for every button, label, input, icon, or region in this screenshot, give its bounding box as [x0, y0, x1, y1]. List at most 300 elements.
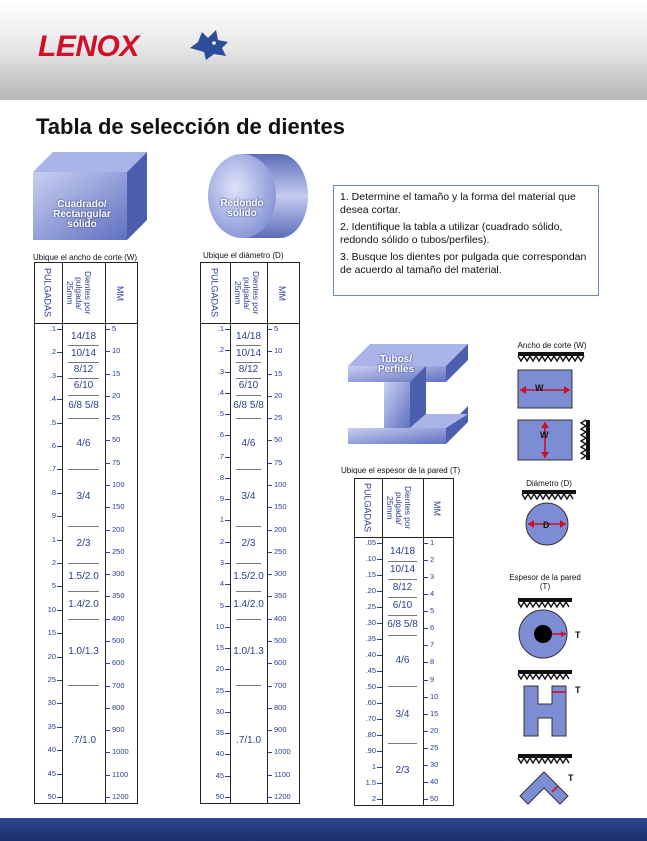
tube-inch-label: .35	[365, 634, 376, 643]
square-mm-tick	[105, 686, 110, 687]
round-tpi-label: .7/1.0	[235, 734, 262, 746]
square-label-line2: Rectangular	[53, 209, 111, 220]
square-inch-label: .3	[49, 370, 56, 380]
tube-inch-tick	[377, 687, 382, 688]
tube-label-line1: Tubos/	[379, 354, 413, 365]
tube-inch-label: .20	[365, 586, 376, 595]
round-inch-tick	[225, 457, 230, 458]
round-inch-tick	[225, 776, 230, 777]
tube-label-line2: Perfiles	[377, 364, 415, 375]
legend-diameter-caption: Diámetro (D)	[526, 479, 572, 488]
square-inch-tick	[57, 727, 62, 728]
t-mark-angle: T	[568, 773, 574, 783]
t-mark-channel: T	[575, 685, 581, 695]
tube-tpi-divider	[388, 579, 417, 580]
legend-wall-caption: Espesor de la pared (T)	[509, 573, 581, 591]
square-mm-tick	[105, 596, 110, 597]
round-label-line1: Redondo	[220, 198, 264, 209]
tube-inch-tick	[377, 703, 382, 704]
tube-mm-tick	[423, 697, 428, 698]
round-tpi-label: 1.4/2.0	[233, 599, 264, 611]
round-mm-tick	[267, 730, 272, 731]
round-mm-tick	[267, 752, 272, 753]
round-inch-label: 4	[219, 579, 224, 589]
square-caption: Ubique el ancho de corte (W)	[33, 253, 138, 262]
saw-blade-teeth-top	[518, 352, 584, 361]
square-tpi-label: 14/18	[70, 331, 97, 343]
square-mm-tick	[105, 329, 110, 330]
round-mm-tick	[267, 396, 272, 397]
round-inch-label: 30	[215, 706, 224, 716]
tube-mm-tick	[423, 799, 428, 800]
tube-col-divider-2	[423, 479, 424, 805]
tube-mm-tick	[423, 782, 428, 783]
square-header-mm: MM	[115, 285, 125, 301]
round-tpi-divider	[236, 591, 261, 592]
square-mm-label: 1100	[112, 769, 129, 779]
round-mm-tick	[267, 708, 272, 709]
tube-inch-label: .45	[365, 666, 376, 675]
w-mark-vertical: W	[540, 430, 549, 440]
round-mm-label: 75	[274, 457, 283, 467]
round-mm-tick	[267, 596, 272, 597]
square-mm-tick	[105, 730, 110, 731]
angle-profile-diagram	[518, 754, 572, 804]
round-tpi-divider	[236, 685, 261, 686]
square-inch-tick	[57, 703, 62, 704]
round-inch-tick	[225, 414, 230, 415]
round-mm-tick	[267, 530, 272, 531]
round-inch-label: .3	[217, 366, 224, 376]
tube-mm-tick	[423, 577, 428, 578]
ibeam-icon	[346, 330, 470, 448]
tube-mm-label: 15	[430, 708, 439, 718]
square-mm-tick	[105, 775, 110, 776]
square-tpi-divider	[68, 526, 99, 527]
t-mark-round-tube: T	[575, 630, 581, 640]
square-mm-tick	[105, 507, 110, 508]
square-tpi-divider	[68, 362, 99, 363]
tube-inch-label: .10	[365, 554, 376, 563]
tube-selection-table	[354, 478, 454, 806]
footer-band	[0, 818, 647, 841]
square-mm-label: 25	[112, 413, 121, 423]
tube-tpi-divider	[388, 615, 417, 616]
round-tpi-divider	[236, 362, 261, 363]
round-mm-tick	[267, 418, 272, 419]
round-mm-label: 900	[274, 725, 287, 735]
square-mm-tick	[105, 485, 110, 486]
square-inch-tick	[57, 586, 62, 587]
tube-col-divider-1	[382, 479, 383, 805]
round-selection-table	[200, 262, 300, 804]
round-tpi-label: 3/4	[241, 491, 256, 503]
round-mm-tick	[267, 641, 272, 642]
tube-inch-label: .90	[365, 746, 376, 755]
tube-tpi-label: 6/8 5/8	[387, 618, 418, 630]
square-mm-label: 75	[112, 457, 121, 467]
square-mm-label: 900	[112, 725, 125, 735]
square-tpi-label: 10/14	[70, 347, 97, 359]
square-tpi-divider	[68, 418, 99, 419]
tube-mm-label: 25	[430, 742, 439, 752]
square-mm-label: 20	[112, 390, 121, 400]
tube-mm-tick	[423, 560, 428, 561]
tube-mm-label: 50	[430, 794, 439, 803]
round-inch-label: .1	[217, 324, 224, 333]
tube-inch-label: .60	[365, 698, 376, 707]
tube-mm-tick	[423, 628, 428, 629]
square-mm-label: 150	[112, 502, 125, 512]
round-mm-tick	[267, 797, 272, 798]
round-inch-label: 50	[215, 792, 224, 801]
square-mm-tick	[105, 552, 110, 553]
round-mm-label: 600	[274, 658, 287, 668]
square-label	[37, 200, 127, 230]
tube-mm-label: 8	[430, 657, 435, 667]
tube-mm-label: 30	[430, 759, 439, 769]
round-mm-tick	[267, 485, 272, 486]
square-tpi-divider	[68, 563, 99, 564]
tube-tpi-label: 8/12	[392, 581, 413, 593]
round-inch-tick	[225, 478, 230, 479]
square-mm-label: 250	[112, 546, 125, 556]
round-mm-tick	[267, 574, 272, 575]
square-mm-tick	[105, 530, 110, 531]
round-inch-tick	[225, 329, 230, 330]
tube-inch-label: .50	[365, 682, 376, 691]
tube-inch-tick	[377, 735, 382, 736]
square-tpi-label: 6/8 5/8	[68, 400, 99, 412]
round-mm-label: 400	[274, 613, 287, 623]
square-mm-label: 50	[112, 435, 121, 445]
tube-inch-label: .70	[365, 714, 376, 723]
round-mm-tick	[267, 686, 272, 687]
round-tpi-label: 6/8 5/8	[233, 400, 264, 412]
diameter-diagram	[516, 488, 580, 548]
tube-inch-tick	[377, 559, 382, 560]
square-inch-label: .9	[49, 511, 56, 521]
round-inch-label: 15	[215, 643, 224, 653]
round-inch-tick	[225, 712, 230, 713]
square-inch-label: .6	[49, 441, 56, 450]
square-inch-tick	[57, 633, 62, 634]
square-inch-label: 1	[51, 534, 56, 544]
round-mm-label: 700	[274, 680, 287, 690]
tube-mm-label: 40	[430, 776, 439, 786]
round-mm-tick	[267, 663, 272, 664]
tube-inch-label: 1	[371, 762, 376, 771]
square-mm-label: 350	[112, 591, 125, 601]
square-inch-tick	[57, 376, 62, 377]
square-col-divider-1	[62, 263, 63, 803]
square-inch-tick	[57, 680, 62, 681]
round-mm-tick	[267, 329, 272, 330]
square-inch-tick	[57, 516, 62, 517]
tube-label	[366, 355, 426, 375]
tube-tpi-divider	[388, 686, 417, 687]
round-mm-label: 500	[274, 636, 287, 645]
instruction-2: 2. Identifique la tabla a utilizar (cuadrado sólido, redondo sólido o tubos/perfiles).	[340, 221, 563, 246]
square-inch-tick	[57, 774, 62, 775]
square-mm-tick	[105, 574, 110, 575]
wolf-head-icon	[188, 28, 232, 62]
round-tpi-label: 1.0/1.3	[233, 645, 264, 657]
tube-inch-label: .80	[365, 730, 376, 739]
round-tpi-label: 6/10	[238, 380, 259, 392]
square-inch-label: .5	[49, 417, 56, 427]
tube-inch-tick	[377, 799, 382, 800]
square-mm-tick	[105, 663, 110, 664]
round-header-tpi: Dientes por pulgada/ 25mm	[233, 271, 261, 315]
round-tpi-divider	[236, 378, 261, 379]
tube-mm-tick	[423, 662, 428, 663]
tube-caption: Ubique el espesor de la pared (T)	[341, 466, 461, 475]
square-inch-tick	[57, 469, 62, 470]
tube-mm-label: 20	[430, 725, 439, 735]
round-mm-label: 250	[274, 546, 287, 556]
round-bar-icon	[200, 150, 312, 242]
square-mm-tick	[105, 463, 110, 464]
round-mm-tick	[267, 552, 272, 553]
square-mm-tick	[105, 440, 110, 441]
tube-inch-tick	[377, 751, 382, 752]
round-mm-label: 10	[274, 346, 283, 356]
tube-inch-tick	[377, 639, 382, 640]
square-mm-label: 5	[112, 324, 117, 333]
brand-logo: LENOX	[38, 30, 139, 63]
round-mm-label: 50	[274, 435, 283, 445]
round-inch-tick	[225, 520, 230, 521]
square-col-divider-2	[105, 263, 106, 803]
tube-mm-label: 7	[430, 640, 435, 650]
round-inch-label: .7	[217, 451, 224, 461]
tube-mm-tick	[423, 680, 428, 681]
square-mm-tick	[105, 374, 110, 375]
round-inch-label: .8	[217, 472, 224, 482]
round-mm-label: 200	[274, 524, 287, 534]
round-mm-label: 25	[274, 413, 283, 423]
square-inch-tick	[57, 423, 62, 424]
square-tpi-divider	[68, 469, 99, 470]
tube-mm-label: 2	[430, 555, 435, 565]
square-header-tpi: Dientes por pulgada/ 25mm	[65, 271, 93, 315]
tube-tpi-label: 10/14	[389, 563, 416, 575]
round-tpi-label: 2/3	[241, 538, 256, 550]
tube-mm-tick	[423, 645, 428, 646]
tube-inch-label: .25	[365, 602, 376, 611]
round-mm-label: 300	[274, 569, 287, 579]
tube-inch-label: .30	[365, 618, 376, 627]
round-inch-tick	[225, 669, 230, 670]
round-mm-tick	[267, 440, 272, 441]
square-mm-label: 200	[112, 524, 125, 534]
round-col-divider-1	[230, 263, 231, 803]
round-inch-tick	[225, 584, 230, 585]
round-tpi-divider	[236, 526, 261, 527]
round-inch-label: 45	[215, 770, 224, 780]
round-mm-label: 100	[274, 480, 287, 489]
round-mm-label: 800	[274, 702, 287, 712]
round-inch-label: .6	[217, 430, 224, 440]
square-tpi-divider	[68, 345, 99, 346]
tube-tpi-divider	[388, 743, 417, 744]
round-inch-label: 35	[215, 728, 224, 738]
tube-inch-tick	[377, 671, 382, 672]
round-inch-tick	[225, 393, 230, 394]
square-mm-label: 300	[112, 569, 125, 579]
square-inch-label: 45	[47, 768, 56, 778]
tube-tpi-label: 14/18	[389, 545, 416, 557]
round-mm-label: 15	[274, 368, 283, 378]
tube-mm-tick	[423, 543, 428, 544]
round-inch-label: .4	[217, 387, 224, 397]
square-inch-tick	[57, 750, 62, 751]
square-tpi-label: 3/4	[76, 491, 91, 503]
square-inch-label: 30	[47, 698, 56, 708]
round-inch-label: 25	[215, 685, 224, 695]
round-inch-tick	[225, 754, 230, 755]
round-mm-tick	[267, 775, 272, 776]
square-inch-label: .1	[49, 324, 56, 333]
square-mm-label: 400	[112, 613, 125, 623]
round-tpi-divider	[236, 418, 261, 419]
square-mm-tick	[105, 708, 110, 709]
round-header-mm: MM	[277, 285, 287, 301]
round-tpi-divider	[236, 619, 261, 620]
tube-mm-tick	[423, 611, 428, 612]
round-inch-label: 1	[219, 515, 224, 525]
round-mm-label: 1100	[274, 769, 291, 779]
tube-mm-tick	[423, 594, 428, 595]
square-inch-tick	[57, 563, 62, 564]
square-mm-tick	[105, 797, 110, 798]
round-inch-tick	[225, 797, 230, 798]
square-inch-tick	[57, 797, 62, 798]
page-title: Tabla de selección de dientes	[36, 114, 345, 139]
square-mm-label: 10	[112, 346, 121, 356]
square-tpi-label: 2/3	[76, 538, 91, 550]
square-tpi-label: 4/6	[76, 437, 91, 449]
tube-tpi-divider	[388, 597, 417, 598]
square-tpi-divider	[68, 619, 99, 620]
square-inch-label: 10	[47, 604, 56, 614]
square-label-line1: Cuadrado/	[57, 199, 107, 210]
tube-tpi-divider	[388, 561, 417, 562]
round-mm-label: 1200	[274, 792, 291, 801]
tube-mm-tick	[423, 748, 428, 749]
square-mm-tick	[105, 641, 110, 642]
round-inch-label: 5	[219, 600, 224, 610]
round-header-divider	[201, 323, 299, 324]
channel-profile-diagram	[518, 670, 572, 736]
square-mm-tick	[105, 396, 110, 397]
square-label-line3: sólido	[67, 219, 97, 230]
tube-mm-label: 10	[430, 691, 439, 701]
tube-header-mm: MM	[432, 500, 442, 516]
square-inch-tick	[57, 329, 62, 330]
round-mm-tick	[267, 507, 272, 508]
square-mm-label: 500	[112, 636, 125, 645]
round-tpi-label: 14/18	[235, 331, 262, 343]
tube-inch-label: 2	[371, 794, 376, 803]
round-inch-label: .2	[217, 345, 224, 355]
square-inch-label: 40	[47, 745, 56, 755]
round-mm-label: 5	[274, 324, 279, 333]
round-inch-label: .5	[217, 409, 224, 419]
round-inch-label: 40	[215, 749, 224, 759]
square-tpi-label: .7/1.0	[70, 734, 97, 746]
round-inch-label: 10	[215, 621, 224, 631]
square-tpi-divider	[68, 591, 99, 592]
tube-header-pulgadas: PULGADAS	[362, 483, 373, 533]
square-inch-label: 25	[47, 675, 56, 684]
round-inch-label: .9	[217, 494, 224, 504]
saw-blade-teeth-side	[581, 420, 590, 460]
tube-inch-label: .40	[365, 650, 376, 659]
square-mm-label: 600	[112, 658, 125, 668]
square-header-pulgadas: PULGADAS	[42, 268, 53, 318]
tube-mm-tick	[423, 731, 428, 732]
tube-mm-label: 4	[430, 589, 435, 599]
tube-mm-tick	[423, 714, 428, 715]
square-tpi-divider	[68, 685, 99, 686]
square-tpi-label: 8/12	[73, 363, 94, 375]
square-selection-table	[34, 262, 138, 804]
legend-width-caption: Ancho de corte (W)	[517, 341, 587, 350]
round-inch-tick	[225, 435, 230, 436]
instruction-1: 1. Determine el tamaño y la forma del material que desea cortar.	[340, 191, 576, 216]
square-mm-tick	[105, 418, 110, 419]
round-inch-label: 2	[219, 536, 224, 546]
square-mm-label: 1000	[112, 747, 129, 757]
tube-header-tpi: Dientes por pulgada/ 25mm	[385, 486, 413, 530]
square-inch-label: 5	[51, 581, 56, 591]
round-mm-tick	[267, 374, 272, 375]
w-mark-horizontal: W	[535, 383, 544, 393]
tube-tpi-label: 3/4	[395, 708, 410, 720]
tube-mm-tick	[423, 765, 428, 766]
width-cut-diagram	[512, 350, 596, 462]
round-mm-label: 150	[274, 502, 287, 512]
square-mm-tick	[105, 351, 110, 352]
tube-inch-tick	[377, 783, 382, 784]
tube-mm-label: 6	[430, 623, 435, 633]
round-caption: Ubique el diámetro (D)	[203, 251, 284, 260]
instruction-3: 3. Busque los dientes por pulgada que correspondan de acuerdo al tamaño del material.	[340, 251, 587, 276]
square-tpi-divider	[68, 378, 99, 379]
round-tpi-label: 1.5/2.0	[233, 571, 264, 583]
round-tpi-divider	[236, 469, 261, 470]
d-mark: D	[543, 520, 550, 530]
square-tpi-label: 1.0/1.3	[68, 645, 99, 657]
tube-mm-label: 9	[430, 674, 435, 684]
round-inch-tick	[225, 691, 230, 692]
square-inch-label: 15	[47, 628, 56, 638]
round-header-pulgadas: PULGADAS	[209, 268, 220, 318]
tube-mm-label: 5	[430, 606, 435, 616]
round-mm-label: 20	[274, 390, 283, 400]
round-tpi-divider	[236, 395, 261, 396]
tube-tpi-label: 6/10	[392, 599, 413, 611]
square-tpi-label: 6/10	[73, 380, 94, 392]
square-inch-label: 2	[51, 558, 56, 567]
round-mm-tick	[267, 351, 272, 352]
square-mm-label: 800	[112, 702, 125, 712]
square-mm-label: 1200	[112, 792, 129, 801]
tube-mm-label: 1	[430, 538, 435, 547]
square-inch-label: 35	[47, 721, 56, 731]
